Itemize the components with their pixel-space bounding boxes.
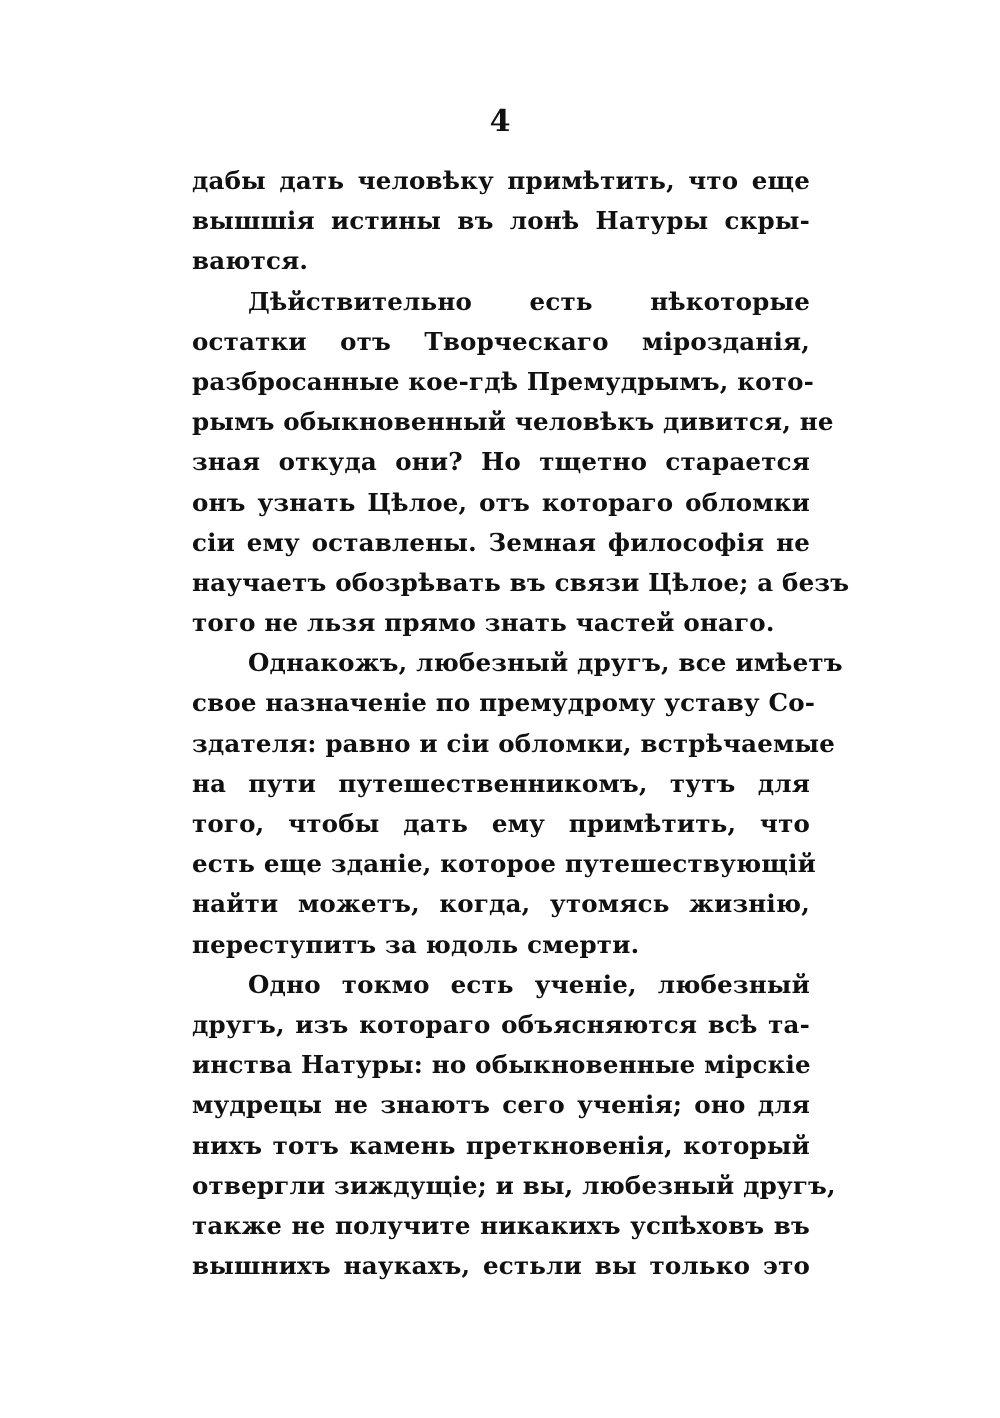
text-line: также не получите никакихъ успѣховъ въ [192, 1210, 810, 1240]
text-line: Одно токмо есть ученіе, любезный [248, 969, 810, 999]
text-line: того не льзя прямо знать частей онаго. [192, 608, 775, 638]
text-line: инства Натуры: но обыкновенные мірскіе [192, 1050, 811, 1080]
text-line: научаетъ обозрѣвать въ связи Цѣлое; а безъ [192, 567, 850, 597]
text-line: мудрецы не знаютъ сего ученія; оно для [192, 1090, 810, 1120]
text-line: нихъ тотъ камень преткновенія, который [192, 1130, 810, 1160]
text-line: вышшія истины въ лонѣ Натуры скры- [192, 206, 810, 236]
paragraph-2 [192, 282, 850, 644]
text-line: переступитъ за юдоль смерти. [192, 929, 640, 959]
text-line: другъ, изъ котораго объясняются всѣ та- [192, 1009, 810, 1039]
text-line: Однакожъ, любезный другъ, все имѣетъ [248, 648, 843, 678]
text-line: свое назначеніе по премудрому уставу Со- [192, 688, 816, 718]
text-line: отвергли зиждущіе; и вы, любезный другъ, [192, 1170, 836, 1200]
text-line: остатки отъ Творческаго мірозданія, [192, 326, 810, 356]
page-number: 4 [489, 104, 511, 139]
body-text [192, 161, 850, 1286]
text-line: Дѣйствительно есть нѣкоторые [248, 286, 810, 316]
text-line: ваются. [192, 246, 309, 276]
text-line: здателя: равно и сіи обломки, встрѣчаемые [192, 728, 836, 758]
text-line: разбросанные кое-гдѣ Премудрымъ, кото- [192, 366, 814, 396]
text-line: найти можетъ, когда, утомясь жизнію, [192, 889, 810, 919]
text-line: онъ узнать Цѣлое, отъ котораго обломки [192, 487, 810, 517]
paragraph-4 [192, 965, 836, 1287]
paragraph-1 [192, 161, 810, 282]
text-line: вышнихъ наукахъ, естьли вы только это [192, 1251, 810, 1281]
text-line: зная откуда они? Но тщетно старается [192, 447, 810, 477]
text-line: рымъ обыкновенный человѣкъ дивится, не [192, 407, 834, 437]
text-line: на пути путешественникомъ, тутъ для [192, 768, 810, 798]
text-line: того, чтобы дать ему примѣтить, что [192, 809, 810, 838]
paragraph-3 [192, 643, 843, 965]
text-line: дабы дать человѣку примѣтить, что еще [192, 166, 810, 195]
text-line: есть еще зданіе, которое путешествующій [192, 849, 816, 879]
text-line: сіи ему оставлены. Земная философія не [192, 527, 810, 557]
